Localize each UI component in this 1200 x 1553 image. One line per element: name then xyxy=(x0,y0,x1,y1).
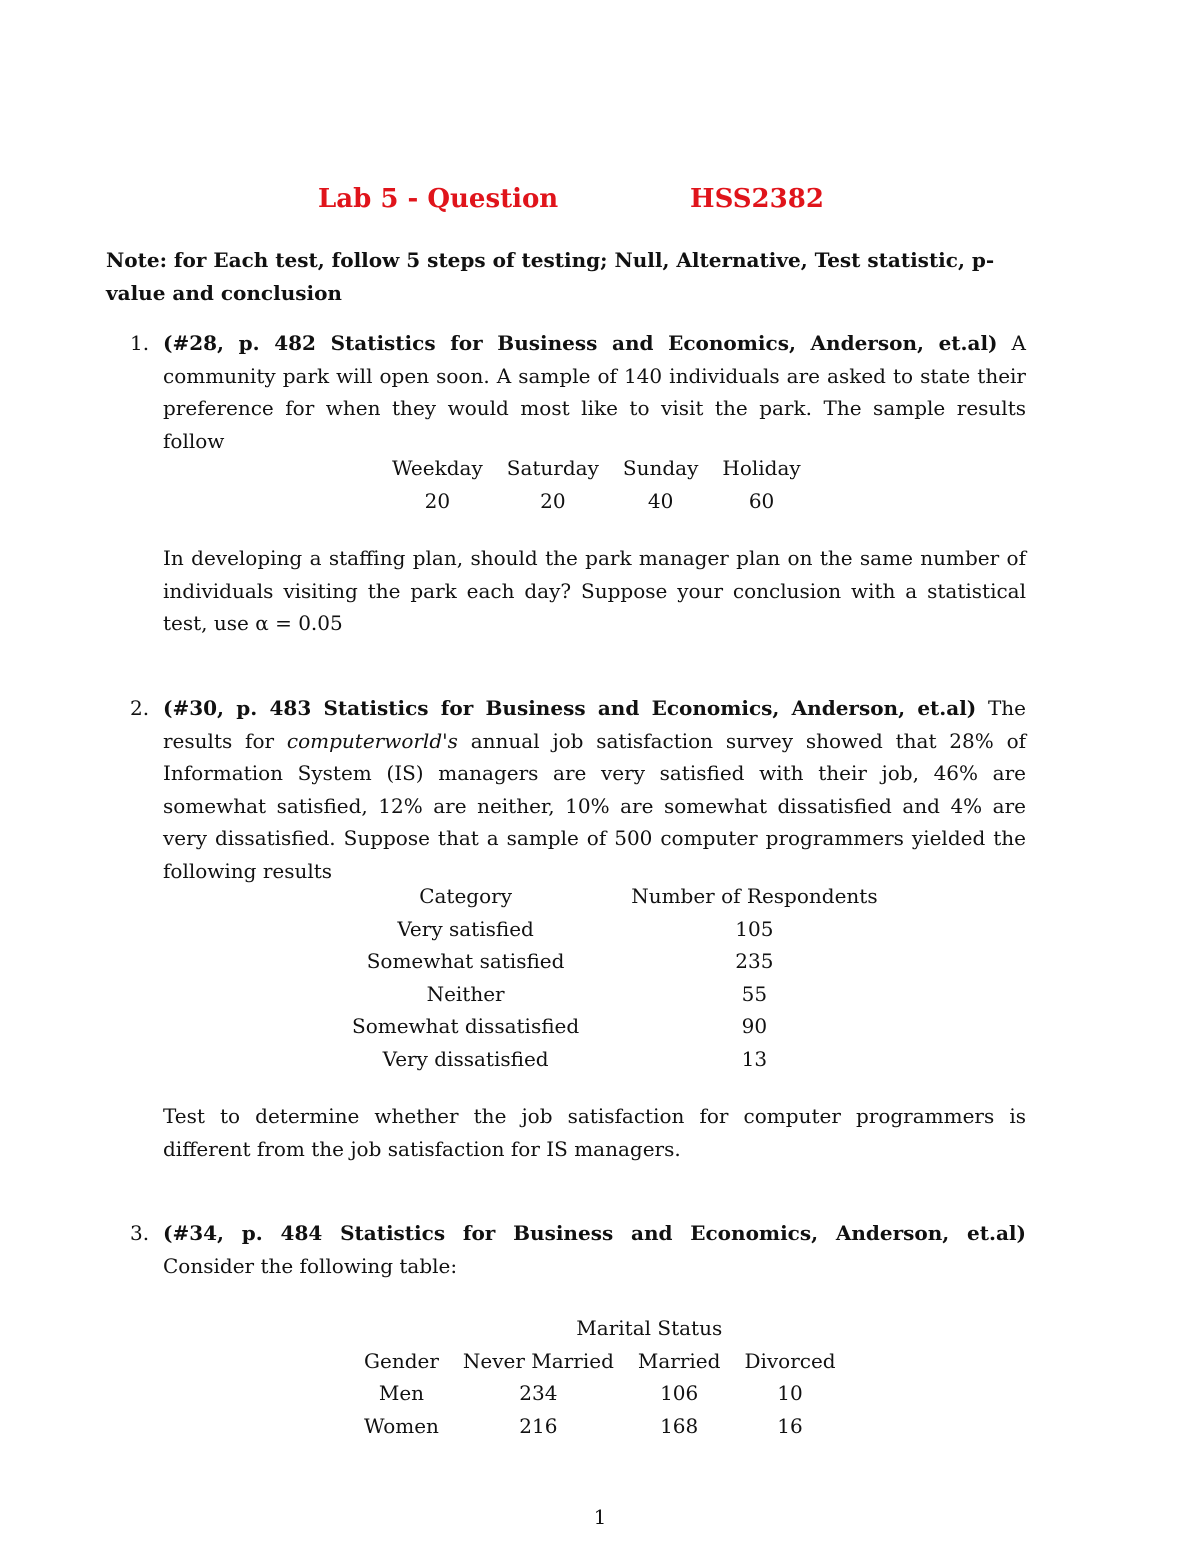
question-text: The results for xyxy=(163,696,1026,753)
table-cell: Somewhat satisfied xyxy=(366,949,565,974)
table-header-cell: Divorced xyxy=(744,1348,836,1373)
table-cell: Women xyxy=(364,1413,439,1438)
table-cell: 16 xyxy=(777,1413,803,1438)
question-3 xyxy=(106,1217,1026,1282)
question-2-prompt: Test to determine whether the job satisfaction for computer programmers is different from the job satisfaction for IS managers. xyxy=(163,1104,1026,1161)
table-cell: Very satisfied xyxy=(397,916,534,941)
table-row xyxy=(340,913,890,946)
title-line xyxy=(0,184,1200,224)
table-cell: 168 xyxy=(660,1413,699,1438)
table-row xyxy=(340,1043,890,1076)
table-group-row xyxy=(352,1312,848,1345)
table-header-cell: Never Married xyxy=(462,1348,614,1373)
table-cell: 60 xyxy=(748,488,775,513)
instructions-note: Note: for Each test, follow 5 steps of testing; Null, Alternative, Test statistic, p-value and conclusion xyxy=(106,248,995,305)
question-body xyxy=(163,692,1026,887)
table-header-cell: Saturday xyxy=(506,456,599,481)
table-cell: 234 xyxy=(519,1381,558,1406)
table-cell: 20 xyxy=(540,488,566,513)
question-body xyxy=(163,1217,1026,1282)
question-1-prompt: In developing a staffing plan, should the park manager plan on the same number of individuals visiting the park each day? Suppose your conclusion with a statistical test, use α = 0.05 xyxy=(163,546,1026,635)
publication-name: computerworld's xyxy=(286,728,458,753)
table-cell: Somewhat dissatisfied xyxy=(352,1014,580,1039)
table-cell: 40 xyxy=(647,488,674,513)
table-spacer-cell xyxy=(352,1312,451,1345)
table-header-cell: Category xyxy=(419,884,512,909)
table-row xyxy=(340,978,890,1011)
table-row xyxy=(340,945,890,978)
marital-status-table xyxy=(352,1312,848,1442)
question-text: Consider the following table: xyxy=(163,1253,458,1278)
visit-preference-table xyxy=(380,452,813,517)
table-header-cell: Weekday xyxy=(392,456,483,481)
satisfaction-table xyxy=(340,880,890,1075)
table-cell: 105 xyxy=(735,916,774,941)
question-source: (#30, p. 483 Statistics for Business and Economics, Anderson, et.al) xyxy=(163,696,977,720)
table-cell: 10 xyxy=(777,1381,803,1406)
table-cell: 13 xyxy=(741,1046,768,1071)
table-header-cell: Married xyxy=(637,1348,721,1373)
question-text: A community park will open soon. A sample of 140 individuals are asked to state their preference for when they would most like to visit the park. The sample results follow xyxy=(163,331,1026,453)
question-1 xyxy=(106,327,1026,457)
table-header-cell: Gender xyxy=(364,1348,439,1373)
question-number: 2. xyxy=(130,696,150,720)
table-cell: 235 xyxy=(735,949,774,974)
table-header-cell: Holiday xyxy=(722,456,801,481)
question-text: annual job satisfaction survey showed that 28% of Information System (IS) managers are very satisfied with their job, 46% are somewhat satisfied, 12% are neither, 10% are somewhat dissatisfied and 4% are very dissatisfied. Suppose that a sample of 500 computer programmers yielded the following results xyxy=(163,728,1027,883)
question-number: 3. xyxy=(130,1221,150,1245)
question-2 xyxy=(106,692,1026,887)
lab-title: Lab 5 - Question xyxy=(318,184,559,214)
page-number: 1 xyxy=(593,1505,607,1529)
question-source: (#34, p. 484 Statistics for Business and Economics, Anderson, et.al) xyxy=(163,1221,1026,1245)
table-header-row xyxy=(352,1345,848,1378)
table-cell: Very dissatisfied xyxy=(382,1046,549,1071)
table-cell: 55 xyxy=(741,981,768,1006)
table-group-label: Marital Status xyxy=(576,1316,723,1341)
table-row xyxy=(340,1010,890,1043)
table-cell: 106 xyxy=(660,1381,699,1406)
table-header-cell: Sunday xyxy=(622,456,699,481)
table-header-row xyxy=(380,452,813,485)
table-row xyxy=(380,485,813,518)
table-cell: 20 xyxy=(424,488,451,513)
table-row xyxy=(352,1377,848,1410)
course-code: HSS2382 xyxy=(690,184,824,214)
table-cell: 216 xyxy=(519,1413,558,1438)
table-cell: Men xyxy=(378,1381,425,1406)
table-header-row xyxy=(340,880,890,913)
question-source: (#28, p. 482 Statistics for Business and Economics, Anderson, et.al) xyxy=(163,331,998,355)
table-cell: 90 xyxy=(741,1014,768,1039)
table-cell: Neither xyxy=(426,981,505,1006)
table-row xyxy=(352,1410,848,1443)
question-body xyxy=(163,327,1026,457)
table-header-cell: Number of Respondents xyxy=(631,884,878,909)
question-number: 1. xyxy=(130,331,150,355)
